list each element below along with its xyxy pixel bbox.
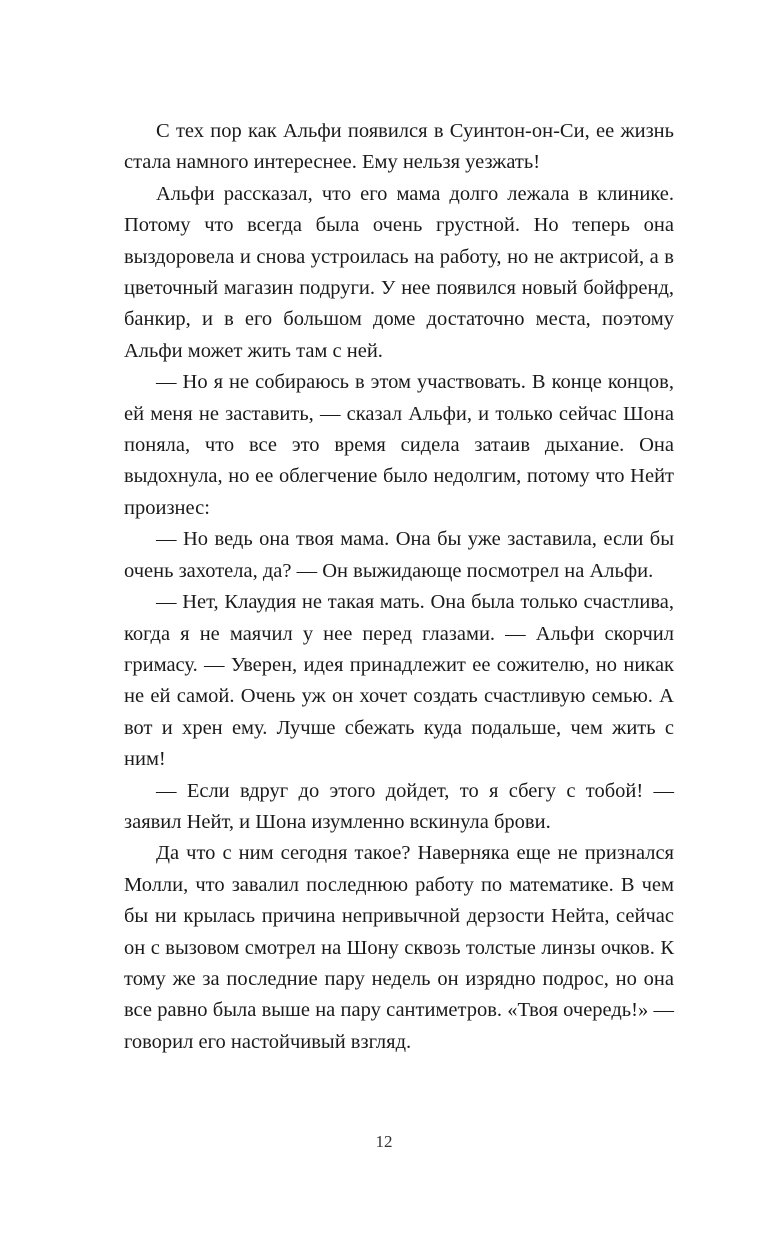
paragraph-6: — Если вдруг до этого дойдет, то я сбегу с тобой! — заявил Нейт, и Шона изумленно вскинула брови. <box>124 779 674 833</box>
paragraph-1: С тех пор как Альфи появился в Суинтон-он-Си, ее жизнь стала намного интереснее. Ему нельзя уезжать! <box>124 120 674 174</box>
paragraph-3: — Но я не собираюсь в этом участвовать. В конце концов, ей меня не заставить, — сказал Альфи, и только сейчас Шона поняла, что все это время сидела затаив дыхание. Она выдохнула, но ее облегчение было недолгим, потому что Нейт произнес: <box>124 371 674 519</box>
body-text <box>124 116 674 1058</box>
paragraph-2: Альфи рассказал, что его мама долго лежала в клинике. Потому что всегда была очень грустной. Но теперь она выздоровела и снова устроилась на работу, но не актрисой, а в цветочный магазин подруги. У нее появился новый бойфренд, банкир, и в его большом доме достаточно места, поэтому Альфи может жить там с ней. <box>124 182 674 362</box>
paragraph-7: Да что с ним сегодня такое? Наверняка еще не признался Молли, что завалил последнюю работу по математике. В чем бы ни крылась причина непривычной дерзости Нейта, сейчас он с вызовом смотрел на Шону сквозь толстые линзы очков. К тому же за последние пару недель он изрядно подрос, но она все равно была выше на пару сантиметров. «Твоя очередь!» — говорил его настойчивый взгляд. <box>124 842 674 1053</box>
page-number: 12 <box>375 1132 393 1151</box>
paragraph-5: — Нет, Клаудия не такая мать. Она была только счастлива, когда я не маячил у нее перед глазами. — Альфи скорчил гримасу. — Уверен, идея принадлежит ее сожителю, но никак не ей самой. Очень уж он хочет создать счастливую семью. А вот и хрен ему. Лучше сбежать куда подальше, чем жить с ним! <box>124 591 674 771</box>
paragraph-4: — Но ведь она твоя мама. Она бы уже заставила, если бы очень захотела, да? — Он выжидающе посмотрел на Альфи. <box>124 528 674 582</box>
